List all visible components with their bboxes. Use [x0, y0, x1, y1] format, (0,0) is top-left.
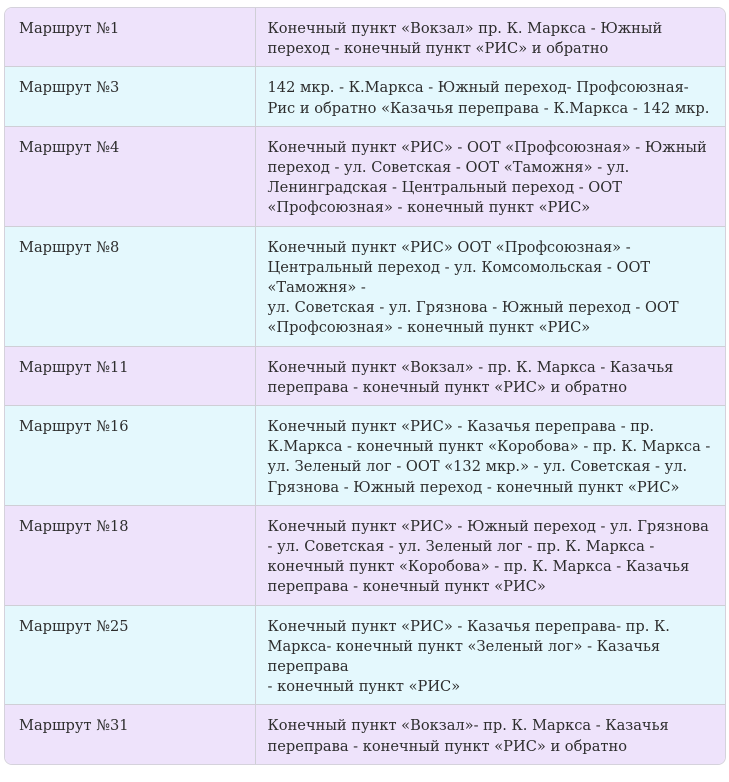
route-name: Маршрут №4	[5, 126, 255, 226]
route-description: Конечный пункт «Вокзал» пр. К. Маркса - Южный переход - конечный пункт «РИС» и обратно	[255, 8, 725, 67]
table-row	[5, 67, 725, 126]
route-description: Конечный пункт «РИС» - Казачья переправа - пр. К.Маркса - конечный пункт «Коробова» - пр. К. Маркса - ул. Зеленый лог - ООТ «132 мкр.» - ул. Советская - ул. Грязнова - Южный переход - конечный пункт «РИС»	[255, 406, 725, 506]
route-name: Маршрут №16	[5, 406, 255, 506]
route-name: Маршрут №18	[5, 505, 255, 605]
routes-table-container	[4, 7, 726, 765]
route-name: Маршрут №25	[5, 605, 255, 705]
route-name: Маршрут №3	[5, 67, 255, 126]
route-description: Конечный пункт «РИС» - Южный переход - ул. Грязнова - ул. Советская - ул. Зеленый лог - пр. К. Маркса - конечный пункт «Коробова» - пр. К. Маркса - Казачья переправа - конечный пункт «РИС»	[255, 505, 725, 605]
table-row	[5, 705, 725, 764]
route-description: 142 мкр. - К.Маркса - Южный переход- Профсоюзная- Рис и обратно «Казачья переправа - К.Маркса - 142 мкр.	[255, 67, 725, 126]
table-row	[5, 605, 725, 705]
route-description: Конечный пункт «РИС» ООТ «Профсоюзная» - Центральный переход - ул. Комсомольская - ООТ «Таможня» - ул. Советская - ул. Грязнова - Южный переход - ООТ «Профсоюзная» - конечный пункт «РИС»	[255, 226, 725, 346]
table-row	[5, 226, 725, 346]
route-name: Маршрут №8	[5, 226, 255, 346]
table-row	[5, 346, 725, 405]
routes-table	[5, 8, 725, 764]
table-row	[5, 8, 725, 67]
table-row	[5, 505, 725, 605]
route-name: Маршрут №1	[5, 8, 255, 67]
route-name: Маршрут №11	[5, 346, 255, 405]
route-description: Конечный пункт «РИС» - ООТ «Профсоюзная» - Южный переход - ул. Советская - ООТ «Таможня» - ул. Ленинградская - Центральный переход - ООТ «Профсоюзная» - конечный пункт «РИС»	[255, 126, 725, 226]
route-name: Маршрут №31	[5, 705, 255, 764]
route-description: Конечный пункт «Вокзал» - пр. К. Маркса - Казачья переправа - конечный пункт «РИС» и обратно	[255, 346, 725, 405]
route-description: Конечный пункт «Вокзал»- пр. К. Маркса - Казачья переправа - конечный пункт «РИС» и обратно	[255, 705, 725, 764]
table-row	[5, 406, 725, 506]
table-row	[5, 126, 725, 226]
route-description: Конечный пункт «РИС» - Казачья переправа- пр. К. Маркса- конечный пункт «Зеленый лог» - Казачья переправа - конечный пункт «РИС»	[255, 605, 725, 705]
